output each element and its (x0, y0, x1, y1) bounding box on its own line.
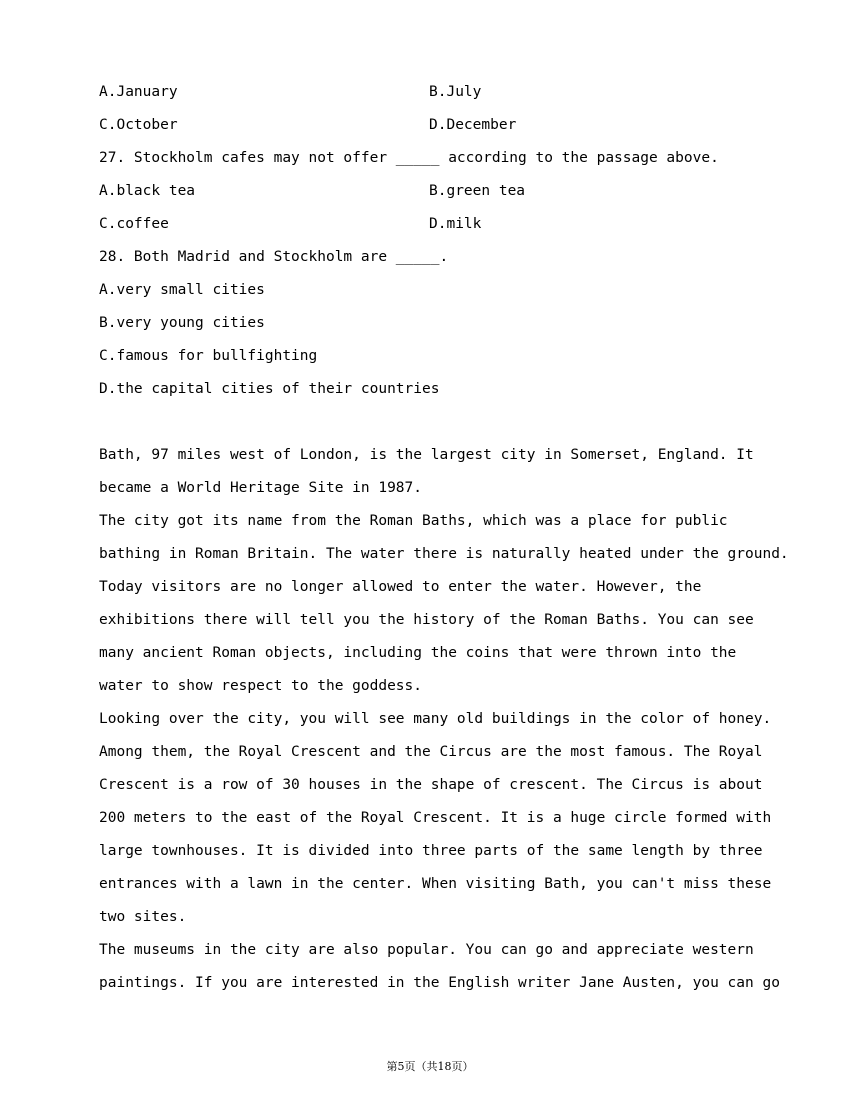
passage-line: 200 meters to the east of the Royal Crescent. It is a huge circle formed with (99, 810, 772, 826)
passage-line: Bath, 97 miles west of London, is the largest city in Somerset, England. It (99, 447, 754, 463)
q26-option-a: A.January (99, 84, 178, 100)
passage-line: bathing in Roman Britain. The water there is naturally heated under the ground. (99, 546, 789, 562)
page-footer: 第5页（共18页） (386, 1060, 474, 1073)
q28-option-d: D.the capital cities of their countries (99, 381, 440, 397)
q26-options-row-2 (99, 109, 779, 142)
reading-passage (99, 439, 789, 1000)
q27-option-b: B.green tea (429, 183, 526, 199)
q26-option-c: C.October (99, 117, 178, 133)
passage-line: water to show respect to the goddess. (99, 678, 423, 694)
q27-option-c: C.coffee (99, 216, 169, 232)
passage-line: The city got its name from the Roman Baths, which was a place for public (99, 513, 728, 529)
passage-line: Today visitors are no longer allowed to enter the water. However, the (99, 579, 702, 595)
section-spacer (99, 406, 779, 439)
passage-line: Looking over the city, you will see many old buildings in the color of honey. (99, 711, 772, 727)
q26-option-b: B.July (429, 84, 482, 100)
q28-stem: 28. Both Madrid and Stockholm are _____. (99, 249, 449, 265)
passage-line: many ancient Roman objects, including the coins that were thrown into the (99, 645, 737, 661)
q27-option-a: A.black tea (99, 183, 196, 199)
q27-options-row-2 (99, 208, 779, 241)
passage-line: Among them, the Royal Crescent and the Circus are the most famous. The Royal (99, 744, 763, 760)
passage-line: Crescent is a row of 30 houses in the shape of crescent. The Circus is about (99, 777, 763, 793)
passage-line: entrances with a lawn in the center. When visiting Bath, you can't miss these (99, 876, 772, 892)
passage-line: exhibitions there will tell you the history of the Roman Baths. You can see (99, 612, 754, 628)
passage-line: became a World Heritage Site in 1987. (99, 480, 423, 496)
passage-line: paintings. If you are interested in the English writer Jane Austen, you can go (99, 975, 780, 991)
q26-options-row-1 (99, 76, 779, 109)
passage-line: The museums in the city are also popular. You can go and appreciate western (99, 942, 754, 958)
q28-option-a: A.very small cities (99, 282, 265, 298)
document-page (99, 76, 789, 1000)
passage-line: large townhouses. It is divided into three parts of the same length by three (99, 843, 763, 859)
q28-option-c: C.famous for bullfighting (99, 348, 318, 364)
q27-option-d: D.milk (429, 216, 482, 232)
passage-line: two sites. (99, 909, 187, 925)
q27-stem: 27. Stockholm cafes may not offer _____ according to the passage above. (99, 150, 719, 166)
q28-option-b: B.very young cities (99, 315, 265, 331)
q27-options-row-1 (99, 175, 779, 208)
q26-option-d: D.December (429, 117, 517, 133)
